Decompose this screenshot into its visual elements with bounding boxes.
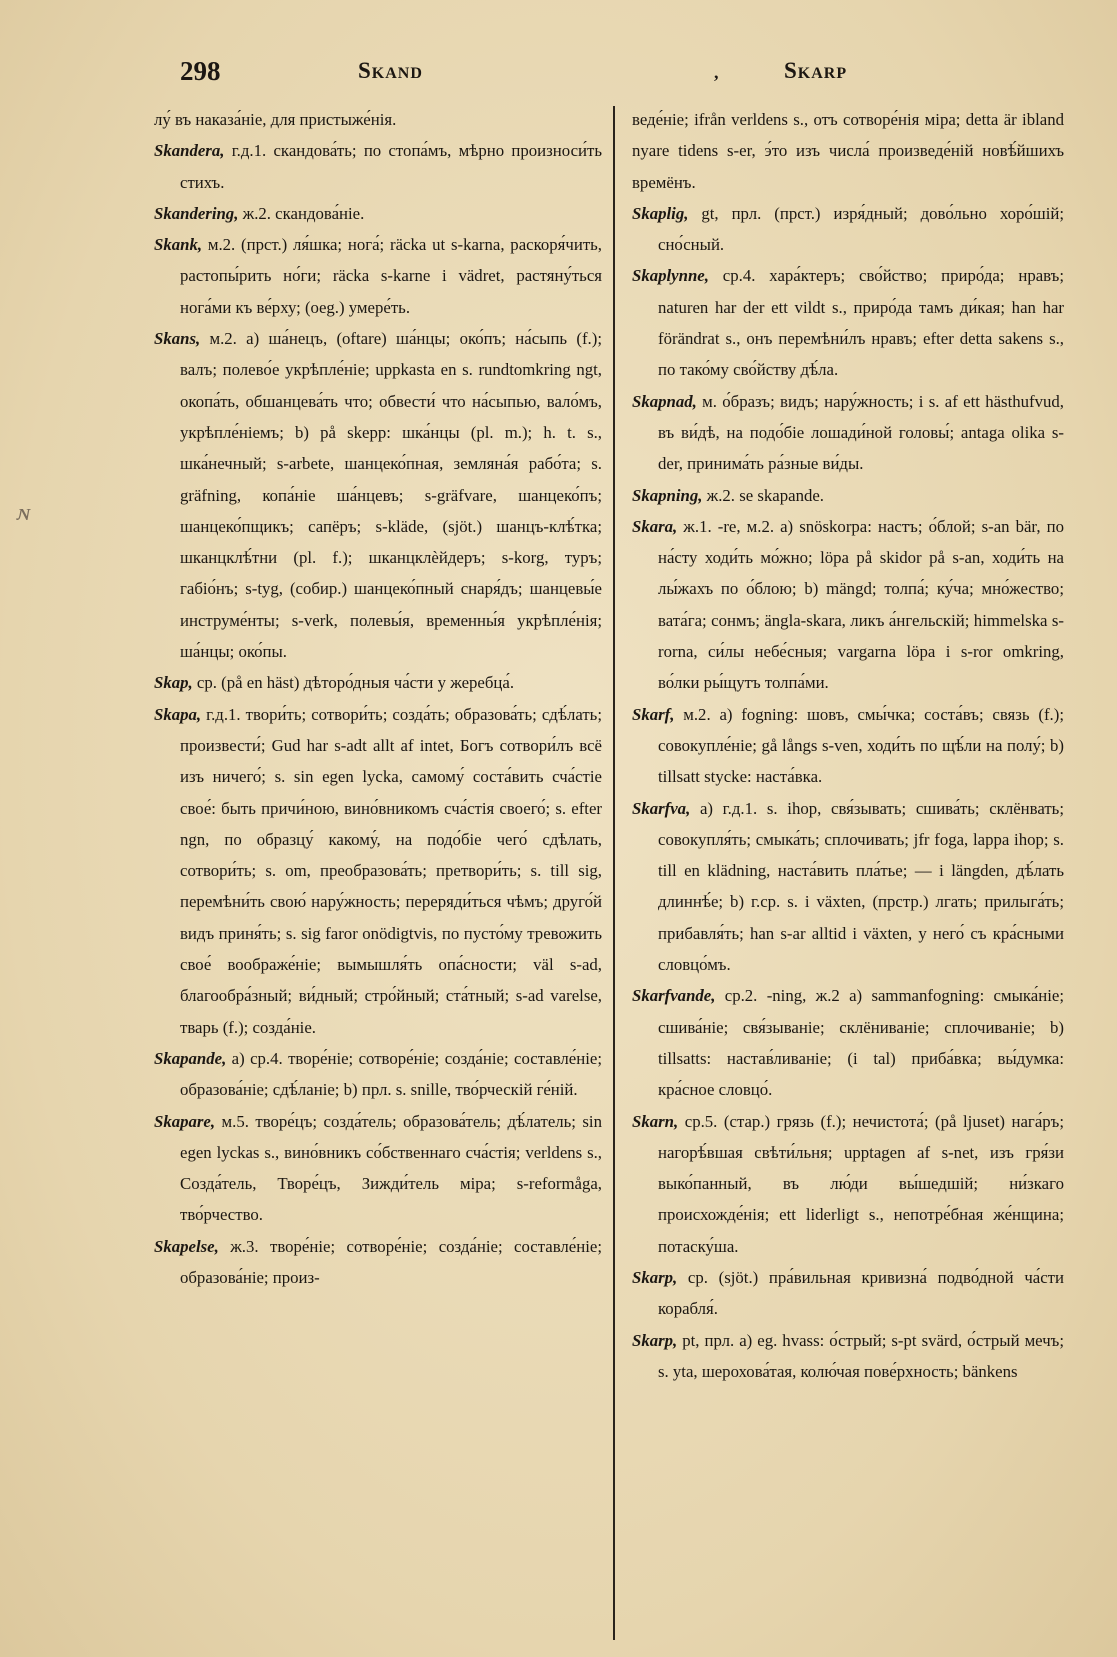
entry-continuation <box>632 104 1064 198</box>
dictionary-entry <box>632 1106 1064 1262</box>
definition-text: г.д.1. скандова́ть; по стопа́мъ, мѣрно произноси́ть стихъ. <box>180 141 602 192</box>
dictionary-entry <box>632 480 1064 511</box>
dictionary-entry <box>154 667 602 698</box>
dictionary-entry <box>632 198 1064 261</box>
headword: Skapa, <box>154 704 202 724</box>
headword: Skara, <box>632 516 678 536</box>
margin-mark: ɴ <box>18 500 31 526</box>
page-number: 298 <box>180 56 221 86</box>
dictionary-entry <box>632 386 1064 480</box>
headword: Skapning, <box>632 485 703 505</box>
dictionary-entry <box>632 511 1064 699</box>
column-divider <box>613 106 615 1640</box>
dictionary-entry <box>154 1231 602 1294</box>
headword: Skarn, <box>632 1111 679 1131</box>
headword: Skapare, <box>154 1111 216 1131</box>
left-guide-word: Skand <box>358 58 423 83</box>
dictionary-entry <box>154 229 602 323</box>
definition-text: лу́ въ наказа́ніе, для пристыже́нія. <box>154 110 397 129</box>
header-mark: , <box>714 62 719 82</box>
headword: Skandering, <box>154 203 239 223</box>
definition-text: м.2. (прст.) ля́шка; нога́; räcka ut s-karna, раскоря́чить, растопы́рить но́ги; räcka s-karne i vädret, растяну́ться нога́ми къ ве́рху; (oeg.) умере́ть. <box>180 235 602 317</box>
headword: Skandera, <box>154 141 225 161</box>
definition-text: м.5. творе́цъ; созда́тель; образова́тель; дѣ́латель; sin egen lyckas s., вино́вникъ со́бственнаго сча́стія; verldens s., Созда́тель, Творе́цъ, Зижди́тель міра; s-reformåga, тво́рчество. <box>180 1111 602 1225</box>
headword: Skapnad, <box>632 391 697 411</box>
definition-text: gt, прл. (прст.) изря́дный; дово́льно хоро́шій; сно́сный. <box>658 203 1064 255</box>
headword: Skans, <box>154 329 201 349</box>
headword: Skaplynne, <box>632 266 709 286</box>
headword: Skap, <box>154 673 193 693</box>
definition-text: pt, прл. a) eg. hvass: о́стрый; s-pt svärd, о́стрый мечъ; s. yta, шерохова́тая, колю́чая пове́рхность; bänkens <box>658 1330 1064 1381</box>
dictionary-entry <box>154 1043 602 1106</box>
definition-text: г.д.1. твори́ть; сотвори́ть; созда́ть; образова́ть; сдѣ́лать; произвести́; Gud har s-adt allt af intet, Богъ сотвори́лъ всё изъ ничего́; s. sin egen lycka, самому́ соста́вить сча́стіе свое́: быть причи́ною, вино́вникомъ сча́стія своего́; s. efter ngn, по образцу́ какому́, на подо́біе чего́ сдѣлать, сотвори́ть; s. om, преобразова́ть; претвори́ть; s. till sig, перемѣни́ть свою́ нару́жность; переряди́ться чѣмъ; друго́й видъ приня́ть; s. sig faror onödigtvis, по пусто́му тревожить свое́ воображе́ніе; вымышля́ть опа́сности; väl s-ad, благообра́зный; ви́дный; стро́йный; ста́тный; s-ad varelse, тварь (f.); созда́ніе. <box>180 704 602 1037</box>
dictionary-entry <box>632 260 1064 385</box>
dictionary-entry <box>632 793 1064 981</box>
dictionary-entry <box>632 980 1064 1105</box>
definition-text: ср.2. -ning, ж.2 a) sammanfogning: смыка́ніе; сшива́ніе; свя́зываніе; склёниваніе; сплочиваніе; b) tillsatts: настав́ливаніе; (i tal) приба́вка; вы́думка: кра́сное словцо́. <box>658 986 1064 1100</box>
definition-text: a) ср.4. творе́ніе; сотворе́ніе; созда́ніе; составле́ніе; образова́ніе; сдѣ́ланіе; b) прл. s. snille, тво́рческій ге́ній. <box>180 1048 602 1100</box>
headword: Skarp, <box>632 1330 678 1350</box>
definition-text: м. о́бразъ; видъ; нару́жность; i s. af ett hästhufvud, въ ви́дѣ, на подо́біе лошади́ной головы́; antaga olika s-der, принима́ть ра́зные ви́ды. <box>658 391 1064 474</box>
entry-continuation <box>154 104 602 135</box>
dictionary-entry <box>154 198 602 229</box>
definition-text: ж.2. скандова́ніе. <box>238 203 365 223</box>
headword: Skaplig, <box>632 203 689 223</box>
definition-text: ср.4. хара́ктеръ; сво́йство; приро́да; нравъ; naturen har der ett vildt s., приро́да тамъ ди́кая; han har förändrat s., онъ перемѣни́лъ нравъ; efter detta sakens s., по тако́му сво́йству дѣ́ла. <box>658 266 1064 380</box>
headword: Skarfva, <box>632 798 691 818</box>
dictionary-entry <box>154 1106 602 1231</box>
right-guide-word: Skarp <box>784 58 848 83</box>
definition-text: ж.2. se skapande. <box>702 485 824 505</box>
right-column <box>632 104 1064 1644</box>
dictionary-entry <box>632 699 1064 793</box>
headword: Skarf, <box>632 704 675 724</box>
definition-text: ср.5. (стар.) грязь (f.); нечистота́; (på ljuset) нага́ръ; нагорѣ́вшая свѣти́льня; upptagen af s-net, изъ гря́зи выко́панный, въ лю́ди вы́шедшій; ни́зкаго происхожде́нія; ett liderligt s., непотре́бная же́нщина; потаску́ша. <box>658 1111 1064 1256</box>
headword: Skarfvande, <box>632 986 716 1006</box>
definition-text: ср. (på en häst) дѣторо́дныя ча́сти у жеребца́. <box>192 673 515 693</box>
definition-text: м.2. a) fogning: шовъ, смы́чка; соста́въ; связь (f.); совокупле́ніе; gå långs s-ven, ходи́ть по щѣ́ли на полу́; b) tillsatt stycke: наста́вка. <box>658 704 1064 787</box>
definition-text: ж.3. творе́ніе; сотворе́ніе; созда́ніе; составле́ніе; образова́ніе; произ- <box>180 1236 602 1287</box>
dictionary-entry <box>154 699 602 1043</box>
headword: Skank, <box>154 235 203 255</box>
page-header <box>0 56 1117 96</box>
dictionary-entry <box>632 1262 1064 1325</box>
dictionary-entry <box>154 323 602 667</box>
definition-text: a) г.д.1. s. ihop, свя́зывать; сшива́ть; склёнвать; совокупля́ть; смыка́ть; сплочивать; jfr foga, lappa ihop; s. till en klädning, наста́вить пла́тье; — i längden, дѣ́лать длиннѣ́е; b) г.ср. s. i växten, (прстр.) лгать; прилыга́ть; прибавля́ть; han s-ar alltid i växten, у него́ съ кра́сными словцо́мъ. <box>658 798 1064 975</box>
definition-text: веде́ніе; ifrån verldens s., отъ сотворе́нія міра; detta är ibland nyare tidens s-er, э́то изъ числа́ произведе́ній новѣ́йшихъ времёнъ. <box>632 110 1064 192</box>
dictionary-entry <box>154 135 602 198</box>
dictionary-entry <box>632 1325 1064 1388</box>
definition-text: ср. (sjöt.) пра́вильная кривизна́ подво́дной ча́сти корабля́. <box>658 1267 1064 1319</box>
left-column <box>154 104 602 1644</box>
headword: Skapelse, <box>154 1236 219 1256</box>
headword: Skapande, <box>154 1048 227 1068</box>
definition-text: ж.1. -re, м.2. a) snöskorpa: настъ; о́блой; s-an bär, по на́сту ходи́ть мо́жно; löpa på skidor på s-an, ходи́ть на лы́жахъ по о́блою; b) mängd; толпа́; ку́ча; мно́жество; вата́га; сонмъ; ängla-skara, ликъ а́нгельскій; himmelska s-rorna, си́лы небе́сныя; vargarna löpa i s-ror omkring, во́лки ры́щутъ толпа́ми. <box>658 516 1064 693</box>
headword: Skarp, <box>632 1267 678 1287</box>
definition-text: м.2. a) ша́нецъ, (oftare) ша́нцы; око́пъ; на́сыпь (f.); валъ; полево́е укрѣпле́ніе; uppkasta en s. rundtomkring ngt, окопа́ть, обшанцева́ть что; обвести́ что на́сыпью, вало́мъ, укрѣпле́ніемъ; b) på skepp: шка́нцы (pl. m.); h. t. s., шка́нечный; s-arbete, шанцеко́пная, земляна́я рабо́та; s. gräfning, копа́ніе ша́нцевъ; s-gräfvare, шанцеко́пъ; шанцеко́пщикъ; сапёръ; s-kläde, (sjöt.) шанцъ-клѣ́тка; шканцклѣ́тни (pl. f.); шканцклѐйдеръ; s-korg, туръ; габіо́нъ; s-tyg, (собир.) шанцеко́пный снаря́дъ; шанцевы́е инструме́нты; s-verk, полевы́я, временны́я укрѣпле́нія; ша́нцы; око́пы. <box>180 329 602 662</box>
